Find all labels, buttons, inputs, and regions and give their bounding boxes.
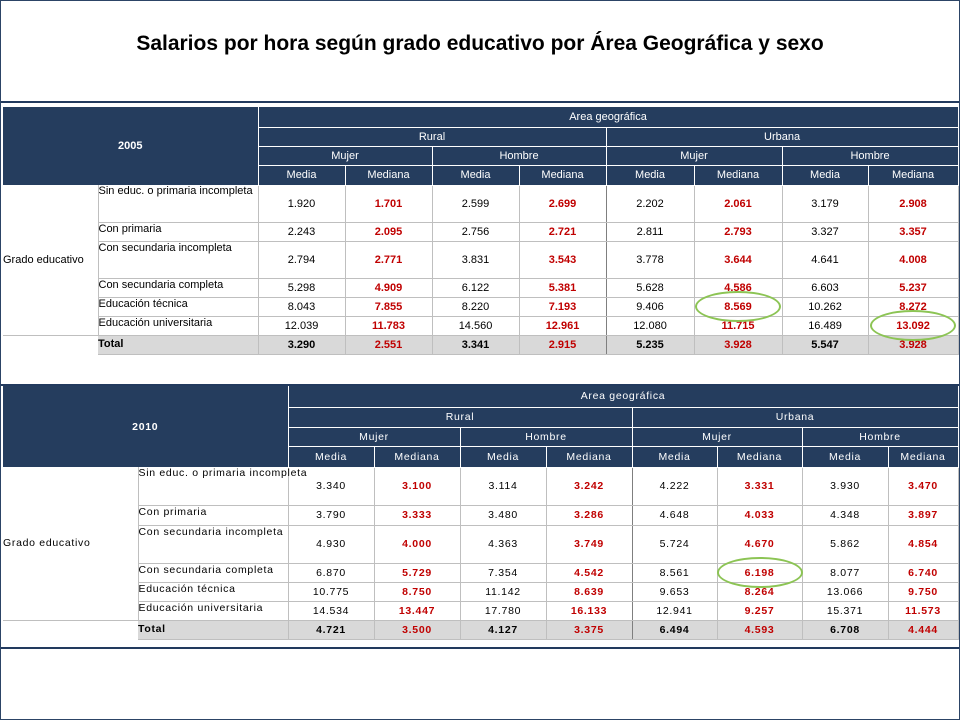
cell-rural-hombre-mediana: 2.915 xyxy=(519,335,606,354)
cell-urbana-hombre-media: 5.862 xyxy=(802,525,888,563)
row-educacion-universitaria xyxy=(3,601,958,620)
cell-rural-mujer-mediana: 1.701 xyxy=(345,185,432,222)
cell-rural-hombre-media: 17.780 xyxy=(460,601,546,620)
table-2010 xyxy=(3,386,959,640)
header-area: Area geográfica xyxy=(288,386,958,407)
header-mediana: Mediana xyxy=(374,446,460,467)
cell-urbana-hombre-media: 4.641 xyxy=(782,241,868,278)
header-media: Media xyxy=(606,165,694,185)
table-2005 xyxy=(3,107,959,355)
cell-urbana-hombre-mediana: 5.237 xyxy=(868,278,958,297)
divider-bottom xyxy=(1,647,959,649)
header-urbana-mujer: Mujer xyxy=(632,427,802,446)
cell-rural-mujer-mediana: 3.100 xyxy=(374,467,460,505)
cell-rural-mujer-media: 10.775 xyxy=(288,582,374,601)
header-mediana: Mediana xyxy=(717,446,802,467)
header-media: Media xyxy=(288,446,374,467)
row-secundaria-completa xyxy=(3,563,958,582)
cell-rural-hombre-media: 3.341 xyxy=(432,335,519,354)
cell-rural-mujer-mediana: 3.333 xyxy=(374,505,460,525)
cell-rural-mujer-mediana: 4.909 xyxy=(345,278,432,297)
cell-urbana-mujer-media: 5.724 xyxy=(632,525,717,563)
cell-rural-mujer-mediana: 2.771 xyxy=(345,241,432,278)
row-con-primaria xyxy=(3,222,958,241)
cell-rural-mujer-mediana: 11.783 xyxy=(345,316,432,335)
cell-urbana-hombre-media: 3.179 xyxy=(782,185,868,222)
cell-rural-mujer-media: 4.930 xyxy=(288,525,374,563)
cell-urbana-mujer-media: 2.202 xyxy=(606,185,694,222)
cell-rural-mujer-media: 2.794 xyxy=(258,241,345,278)
year-cell: 2010 xyxy=(3,386,288,467)
cell-urbana-mujer-media: 5.628 xyxy=(606,278,694,297)
cell-rural-mujer-media: 14.534 xyxy=(288,601,374,620)
header-media: Media xyxy=(782,165,868,185)
cell-urbana-mujer-mediana: 4.586 xyxy=(694,278,782,297)
cell-rural-mujer-mediana: 8.750 xyxy=(374,582,460,601)
row-label: Total xyxy=(138,620,288,639)
cell-rural-hombre-media: 4.127 xyxy=(460,620,546,639)
cell-urbana-hombre-mediana: 13.092 xyxy=(868,316,958,335)
row-secundaria-incompleta xyxy=(3,241,958,278)
row-label: Educación técnica xyxy=(98,297,258,316)
cell-urbana-hombre-media: 10.262 xyxy=(782,297,868,316)
row-label: Con primaria xyxy=(98,222,258,241)
cell-urbana-mujer-mediana: 9.257 xyxy=(717,601,802,620)
header-rural: Rural xyxy=(258,127,606,146)
header-media: Media xyxy=(632,446,717,467)
row-label: Total xyxy=(98,335,258,354)
cell-urbana-mujer-media: 4.222 xyxy=(632,467,717,505)
header-mediana: Mediana xyxy=(345,165,432,185)
row-educacion-tecnica xyxy=(3,297,958,316)
header-rural-hombre: Hombre xyxy=(460,427,632,446)
cell-rural-hombre-media: 4.363 xyxy=(460,525,546,563)
cell-urbana-mujer-mediana: 8.264 xyxy=(717,582,802,601)
cell-urbana-mujer-media: 12.080 xyxy=(606,316,694,335)
row-sin-educ xyxy=(3,467,958,505)
header-media: Media xyxy=(460,446,546,467)
cell-rural-mujer-mediana: 7.855 xyxy=(345,297,432,316)
cell-urbana-hombre-mediana: 6.740 xyxy=(888,563,958,582)
cell-rural-mujer-mediana: 4.000 xyxy=(374,525,460,563)
cell-rural-mujer-media: 3.340 xyxy=(288,467,374,505)
cell-rural-mujer-mediana: 2.095 xyxy=(345,222,432,241)
cell-urbana-hombre-media: 6.708 xyxy=(802,620,888,639)
cell-urbana-mujer-mediana: 8.569 xyxy=(694,297,782,316)
cell-urbana-mujer-mediana: 3.644 xyxy=(694,241,782,278)
row-group-label: Grado educativo xyxy=(3,467,138,620)
header-rural-mujer: Mujer xyxy=(258,146,432,165)
cell-rural-hombre-mediana: 3.543 xyxy=(519,241,606,278)
row-total xyxy=(3,335,958,354)
cell-urbana-hombre-mediana: 8.272 xyxy=(868,297,958,316)
cell-rural-hombre-mediana: 12.961 xyxy=(519,316,606,335)
cell-urbana-hombre-mediana: 4.444 xyxy=(888,620,958,639)
cell-urbana-mujer-media: 2.811 xyxy=(606,222,694,241)
cell-urbana-mujer-media: 4.648 xyxy=(632,505,717,525)
header-rural-mujer: Mujer xyxy=(288,427,460,446)
cell-rural-hombre-media: 7.354 xyxy=(460,563,546,582)
cell-urbana-mujer-mediana: 2.061 xyxy=(694,185,782,222)
cell-urbana-hombre-mediana: 4.008 xyxy=(868,241,958,278)
cell-rural-hombre-media: 2.599 xyxy=(432,185,519,222)
cell-urbana-mujer-mediana: 4.670 xyxy=(717,525,802,563)
cell-urbana-mujer-media: 5.235 xyxy=(606,335,694,354)
cell-urbana-mujer-mediana: 6.198 xyxy=(717,563,802,582)
cell-rural-mujer-mediana: 2.551 xyxy=(345,335,432,354)
cell-urbana-hombre-media: 13.066 xyxy=(802,582,888,601)
slide-title: Salarios por hora según grado educativo por Área Geográfica y sexo xyxy=(136,32,824,55)
row-secundaria-incompleta xyxy=(3,525,958,563)
cell-urbana-hombre-media: 3.327 xyxy=(782,222,868,241)
cell-rural-hombre-media: 6.122 xyxy=(432,278,519,297)
total-spacer xyxy=(3,620,138,639)
header-mediana: Mediana xyxy=(868,165,958,185)
cell-urbana-hombre-media: 16.489 xyxy=(782,316,868,335)
header-urbana: Urbana xyxy=(632,407,958,427)
row-label: Con secundaria completa xyxy=(138,563,288,582)
cell-urbana-hombre-media: 15.371 xyxy=(802,601,888,620)
cell-urbana-mujer-mediana: 2.793 xyxy=(694,222,782,241)
row-label: Educación universitaria xyxy=(138,601,288,620)
cell-urbana-mujer-mediana: 4.033 xyxy=(717,505,802,525)
cell-urbana-hombre-media: 5.547 xyxy=(782,335,868,354)
row-group-label: Grado educativo xyxy=(3,185,98,335)
cell-rural-hombre-mediana: 3.375 xyxy=(546,620,632,639)
cell-urbana-hombre-mediana: 4.854 xyxy=(888,525,958,563)
cell-urbana-mujer-mediana: 11.715 xyxy=(694,316,782,335)
cell-urbana-hombre-media: 6.603 xyxy=(782,278,868,297)
cell-urbana-hombre-mediana: 11.573 xyxy=(888,601,958,620)
cell-urbana-mujer-media: 9.406 xyxy=(606,297,694,316)
header-rural: Rural xyxy=(288,407,632,427)
cell-urbana-hombre-mediana: 3.357 xyxy=(868,222,958,241)
cell-urbana-mujer-mediana: 4.593 xyxy=(717,620,802,639)
cell-urbana-hombre-media: 3.930 xyxy=(802,467,888,505)
row-educacion-tecnica xyxy=(3,582,958,601)
row-sin-educ xyxy=(3,185,958,222)
row-label: Sin educ. o primaria incompleta xyxy=(98,185,258,222)
header-mediana: Mediana xyxy=(888,446,958,467)
row-label: Educación técnica xyxy=(138,582,288,601)
cell-rural-hombre-media: 14.560 xyxy=(432,316,519,335)
row-con-primaria xyxy=(3,505,958,525)
cell-rural-mujer-mediana: 13.447 xyxy=(374,601,460,620)
row-label: Con secundaria completa xyxy=(98,278,258,297)
cell-rural-hombre-mediana: 7.193 xyxy=(519,297,606,316)
row-label: Educación universitaria xyxy=(98,316,258,335)
header-media: Media xyxy=(258,165,345,185)
header-urbana: Urbana xyxy=(606,127,958,146)
cell-urbana-hombre-media: 8.077 xyxy=(802,563,888,582)
cell-rural-mujer-media: 6.870 xyxy=(288,563,374,582)
header-urbana-hombre: Hombre xyxy=(782,146,958,165)
row-label: Sin educ. o primaria incompleta xyxy=(138,467,288,505)
cell-rural-hombre-mediana: 5.381 xyxy=(519,278,606,297)
cell-rural-hombre-mediana: 2.699 xyxy=(519,185,606,222)
cell-urbana-mujer-media: 6.494 xyxy=(632,620,717,639)
total-spacer xyxy=(3,335,98,354)
cell-urbana-hombre-mediana: 9.750 xyxy=(888,582,958,601)
header-media: Media xyxy=(802,446,888,467)
cell-urbana-mujer-mediana: 3.928 xyxy=(694,335,782,354)
header-mediana: Mediana xyxy=(694,165,782,185)
cell-urbana-hombre-mediana: 3.897 xyxy=(888,505,958,525)
cell-rural-hombre-mediana: 3.242 xyxy=(546,467,632,505)
cell-rural-hombre-media: 3.831 xyxy=(432,241,519,278)
year-cell: 2005 xyxy=(3,107,258,185)
cell-rural-hombre-mediana: 3.286 xyxy=(546,505,632,525)
row-label: Con primaria xyxy=(138,505,288,525)
cell-urbana-mujer-media: 12.941 xyxy=(632,601,717,620)
row-label: Con secundaria incompleta xyxy=(98,241,258,278)
cell-rural-hombre-media: 3.114 xyxy=(460,467,546,505)
cell-rural-hombre-mediana: 3.749 xyxy=(546,525,632,563)
cell-rural-mujer-media: 2.243 xyxy=(258,222,345,241)
header-urbana-hombre: Hombre xyxy=(802,427,958,446)
cell-urbana-hombre-mediana: 3.470 xyxy=(888,467,958,505)
cell-rural-mujer-mediana: 5.729 xyxy=(374,563,460,582)
cell-rural-hombre-mediana: 8.639 xyxy=(546,582,632,601)
header-rural-hombre: Hombre xyxy=(432,146,606,165)
cell-urbana-hombre-mediana: 3.928 xyxy=(868,335,958,354)
cell-rural-mujer-media: 3.790 xyxy=(288,505,374,525)
row-total xyxy=(3,620,958,639)
cell-rural-hombre-media: 8.220 xyxy=(432,297,519,316)
cell-rural-hombre-mediana: 16.133 xyxy=(546,601,632,620)
cell-rural-hombre-media: 2.756 xyxy=(432,222,519,241)
header-urbana-mujer: Mujer xyxy=(606,146,782,165)
header-mediana: Mediana xyxy=(546,446,632,467)
cell-rural-mujer-media: 3.290 xyxy=(258,335,345,354)
cell-rural-mujer-media: 1.920 xyxy=(258,185,345,222)
cell-rural-hombre-media: 3.480 xyxy=(460,505,546,525)
row-educacion-universitaria xyxy=(3,316,958,335)
cell-rural-mujer-media: 4.721 xyxy=(288,620,374,639)
cell-urbana-mujer-mediana: 3.331 xyxy=(717,467,802,505)
cell-urbana-hombre-media: 4.348 xyxy=(802,505,888,525)
cell-rural-hombre-media: 11.142 xyxy=(460,582,546,601)
cell-urbana-mujer-media: 3.778 xyxy=(606,241,694,278)
header-media: Media xyxy=(432,165,519,185)
cell-rural-mujer-media: 8.043 xyxy=(258,297,345,316)
header-area: Area geográfica xyxy=(258,107,958,127)
cell-rural-mujer-media: 5.298 xyxy=(258,278,345,297)
row-label: Con secundaria incompleta xyxy=(138,525,288,563)
cell-rural-mujer-mediana: 3.500 xyxy=(374,620,460,639)
cell-rural-hombre-mediana: 4.542 xyxy=(546,563,632,582)
header-mediana: Mediana xyxy=(519,165,606,185)
cell-rural-mujer-media: 12.039 xyxy=(258,316,345,335)
row-secundaria-completa xyxy=(3,278,958,297)
cell-urbana-hombre-mediana: 2.908 xyxy=(868,185,958,222)
cell-rural-hombre-mediana: 2.721 xyxy=(519,222,606,241)
cell-urbana-mujer-media: 9.653 xyxy=(632,582,717,601)
divider-top xyxy=(1,101,959,103)
cell-urbana-mujer-media: 8.561 xyxy=(632,563,717,582)
